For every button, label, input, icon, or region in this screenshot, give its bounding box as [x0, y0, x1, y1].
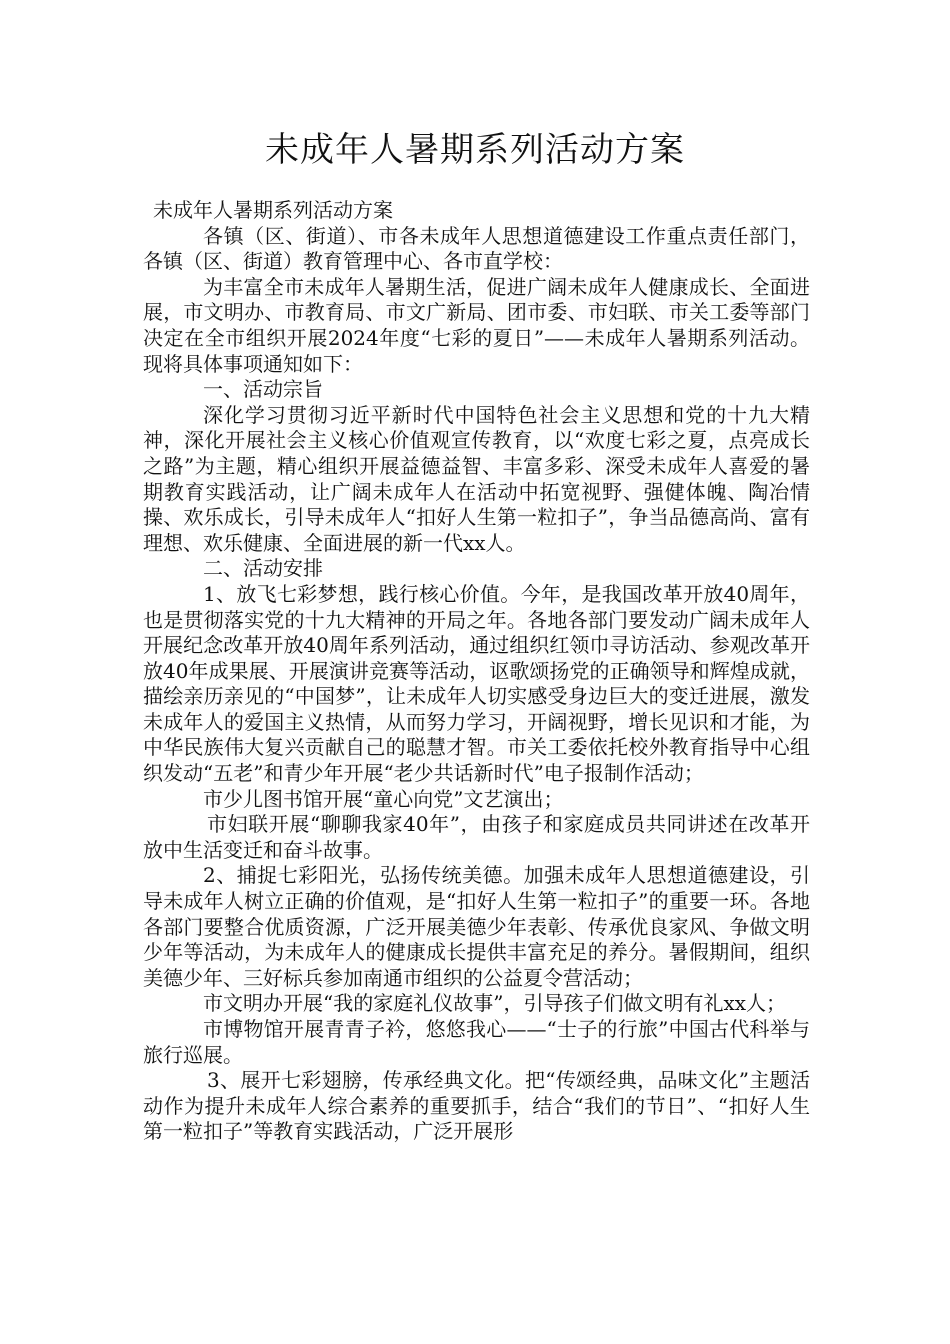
document-body: [143, 198, 810, 1145]
paragraph: 各镇（区、街道）、市各未成年人思想道德建设工作重点责任部门，各镇（区、街道）教育管理中心、各市直学校：: [143, 223, 810, 274]
section-heading: 二、活动安排: [203, 556, 323, 581]
paragraph: 市妇联开展“聊聊我家40年”，由孩子和家庭成员共同讲述在改革开放中生活变迁和奋斗故事。: [143, 812, 810, 862]
document-title: 未成年人暑期系列活动方案: [265, 130, 685, 170]
paragraph: 1、放飞七彩梦想，践行核心价值。今年，是我国改革开放40周年，也是贯彻落实党的十九大精神的开局之年。各地各部门要发动广阔未成年人开展纪念改革开放40周年系列活动，通过组织红领巾寻访活动、参观改革开放40年成果展、开展演讲竞赛等活动，讴歌颂扬党的正确领导和辉煌成就，描绘亲历亲见的“中国梦”，让未成年人切实感受身边巨大的变迁进展，激发未成年人的爱国主义热情，从而努力学习，开阔视野，增长见识和才能，为中华民族伟大复兴贡献自己的聪慧才智。市关工委依托校外教育指导中心组织发动“五老”和青少年开展“老少共话新时代”电子报制作活动；: [143, 581, 810, 786]
paragraph: 市博物馆开展青青子衿，悠悠我心——“士子的行旅”中国古代科举与旅行巡展。: [143, 1017, 810, 1067]
paragraph: 为丰富全市未成年人暑期生活，促进广阔未成年人健康成长、全面进展，市文明办、市教育局、市文广新局、团市委、市妇联、市关工委等部门决定在全市组织开展2024年度“七彩的夏日”——未成年人暑期系列活动。现将具体事项通知如下：: [143, 274, 810, 376]
paragraph: 市文明办开展“我的家庭礼仪故事”，引导孩子们做文明有礼xx人；: [203, 991, 787, 1016]
paragraph: 市少儿图书馆开展“童心向党”文艺演出；: [203, 786, 564, 811]
paragraph: 3、展开七彩翅膀，传承经典文化。把“传颂经典，品味文化”主题活动作为提升未成年人综合素养的重要抓手，结合“我们的节日”、“扣好人生第一粒扣子”等教育实践活动，广泛开展形: [143, 1068, 810, 1144]
paragraph: 未成年人暑期系列活动方案: [153, 198, 393, 222]
paragraph: 2、捕捉七彩阳光，弘扬传统美德。加强未成年人思想道德建设，引导未成年人树立正确的价值观，是“扣好人生第一粒扣子”的重要一环。各地各部门要整合优质资源，广泛开展美德少年表彰、传承优良家风、争做文明少年等活动，为未成年人的健康成长提供丰富充足的养分。暑假期间，组织美德少年、三好标兵参加南通市组织的公益夏令营活动；: [143, 863, 810, 990]
section-heading: 一、活动宗旨: [203, 377, 323, 402]
paragraph: 深化学习贯彻习近平新时代中国特色社会主义思想和党的十九大精神，深化开展社会主义核心价值观宣传教育，以“欢度七彩之夏，点亮成长之路”为主题，精心组织开展益德益智、丰富多彩、深受未成年人喜爱的暑期教育实践活动，让广阔未成年人在活动中拓宽视野、强健体魄、陶冶情操、欢乐成长，引导未成年人“扣好人生第一粒扣子”，争当品德高尚、富有理想、欢乐健康、全面进展的新一代xx人。: [143, 402, 810, 555]
